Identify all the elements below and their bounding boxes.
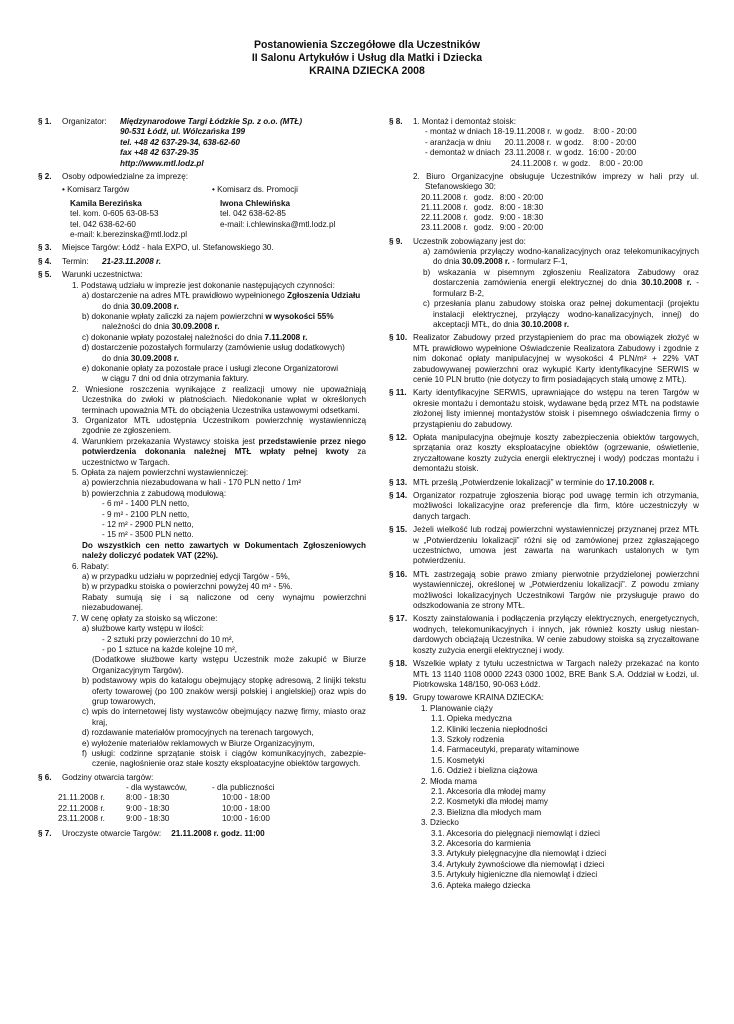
pass-item: - 2 sztuki przy powierzchni do 10 m², xyxy=(102,634,234,644)
text-bold: 30.09.2008 r. xyxy=(130,353,179,363)
text-bold: Zgłoszenia Udziału xyxy=(287,291,361,301)
product-group-item: 1.3. Szkoły rodzenia xyxy=(431,734,505,744)
price-item: - 15 m² - 3500 PLN netto. xyxy=(102,530,194,540)
condition-7b: b) podstawowy wpis do katalogu obejmujący stopkę adresową, 2 linijki tekstu oferty towarowej (po 100 znaków wersji polskiej i angielskiej) oraz wpis do grup towarowych, xyxy=(82,676,366,706)
section-17-text: Koszty zainstalowania i podłączenia przyłączy elektrycznych, energetycznych, wodnych, telekomunikacyjnych i innych, jak również koszty usług niestandardowych obciążają Uczestnika. W cenie zabudowy stoiska są zryczałtowane koszty zużycia energii elektrycznej i wody. xyxy=(413,614,699,655)
text: do dnia xyxy=(102,353,131,363)
office-cell: 23.11.2008 r. xyxy=(421,223,468,233)
section-number: § 6. xyxy=(38,772,52,782)
condition-1a xyxy=(62,291,366,301)
date-row xyxy=(62,257,366,267)
organizer-address: 90-531 Łódź, ul. Wólczańska 199 xyxy=(120,127,246,137)
section-number: § 5. xyxy=(38,270,52,280)
opening-label: Uroczyste otwarcie Targów: xyxy=(62,829,162,838)
condition-1: 1. Podstawą udziału w imprezie jest dokonanie następujących czynności: xyxy=(72,280,335,290)
product-group-item: 1.5. Kosmetyki xyxy=(431,755,485,765)
hours-cell: 21.11.2008 r. xyxy=(58,793,105,803)
condition-5: 5. Opłata za najem powierzchni wystawienniczej: xyxy=(72,468,249,477)
hours-col-public: - dla publiczności xyxy=(212,783,275,793)
price-item: - 12 m² - 2900 PLN netto, xyxy=(102,520,194,530)
contact-left-role: • Komisarz Targów xyxy=(62,185,130,195)
section-11-text: Karty identyfikacyjne SERWIS, uprawniające do wstępu na teren Targów w okresie montażu i demontażu stoisk, wydawane będą przez MTŁ na podstawie złożonej listy imiennej montażystów stoisk i pisemnego oświadczenia firmy o przystąpieniu do zabudowy. xyxy=(413,388,699,429)
hours-cell: 10:00 - 18:00 xyxy=(222,793,270,803)
section-number: § 13. xyxy=(389,477,408,487)
section-12-text: Opłata manipulacyjna obejmuje koszty zabezpieczenia obiektów targowych, sprzątania oraz koszty eksploatacyjne obiektów (ogrzewanie, oświetlenie, zryczałtowane koszty zużycia energii elektrycznej i wody) podczas montażu i demontażu stoisk. xyxy=(413,432,699,474)
product-group-item: 2.3. Bielizna dla młodych mam xyxy=(431,807,542,817)
condition-7a: a) służbowe karty wstępu w ilości: xyxy=(82,624,204,634)
assembly-row: 24.11.2008 r. w godz. 8:00 - 20:00 xyxy=(511,158,643,168)
section-2-heading: Osoby odpowiedzialne za imprezę: xyxy=(62,172,189,182)
section-1 xyxy=(38,117,366,169)
right-column xyxy=(389,117,699,894)
text-bold: 30.09.2008 r. xyxy=(171,322,220,332)
condition-7c: c) wpis do internetowej listy wystawców obejmujący nazwę firmy, miasto oraz kraj, xyxy=(82,707,366,727)
section-19 xyxy=(389,693,699,891)
section-5 xyxy=(38,270,366,770)
text: a) zamówienia przyłączy wodno-kanalizacyjnych oraz telekomunikacyjnych do dnia xyxy=(423,247,699,267)
hours-header-row xyxy=(58,783,280,793)
assembly-row: - demontaż w dniach 23.11.2008 r. w godz. 16:00 - 20:00 xyxy=(425,148,637,158)
section-number: § 16. xyxy=(389,569,408,579)
section-number: § 18. xyxy=(389,659,408,669)
text: c) przesłania planu zabudowy stoiska oraz pełnej dokumentacji (projektu instalacji elektrycznej, przyłączy wodno-kanalizacyjnych, innej) do akceptacji MTŁ, do dnia xyxy=(423,299,699,329)
text: b) wskazania w pisemnym zgłoszeniu Realizatora Zabudowy oraz dostarczenia zamówienia energii elektrycznej do dnia xyxy=(423,267,699,288)
obligation-b xyxy=(413,268,699,299)
contact-right-phone: tel. 042 638-62-85 xyxy=(220,209,286,219)
section-number: § 7. xyxy=(38,829,52,838)
section-number: § 15. xyxy=(389,525,408,535)
condition-1e: e) dokonanie opłaty za pozostałe prace i usługi zlecone Organizatorowi xyxy=(82,363,339,373)
office-cell: 9:00 - 18:30 xyxy=(499,213,544,223)
condition-1b-cont xyxy=(62,322,366,332)
section-13 xyxy=(389,478,699,488)
hours-heading: Godziny otwarcia targów: xyxy=(62,772,154,782)
product-group-item: 3.6. Apteka małego dziecka xyxy=(431,880,531,890)
hours-col-exhibitors: - dla wystawców, xyxy=(126,783,187,793)
office-cell: 9:00 - 20:00 xyxy=(499,223,544,233)
section-4 xyxy=(38,257,366,267)
text-bold: 30.10.2008 r. xyxy=(641,278,692,288)
section-15 xyxy=(389,525,699,567)
organizer-details xyxy=(120,117,302,169)
section-10-text: Realizator Zabudowy przed przystąpieniem do prac ma obowiązek złożyć w MTŁ prawidłowo wypełnione Oświadczenie Realizatora Zabudowy i zgodnie z nim dokonać opłaty manipulacyjnej w wysokości 4 PLN/m² + 22% VAT zabudowywanej powierzchni oraz wykupić Karty identyfikacyjne SERWIS w cenie 10 PLN brutto (nie dotyczy to firm posiadających stałą umowę z MTŁ). xyxy=(413,333,699,384)
condition-7d: d) rozdawanie materiałów promocyjnych na terenach targowych, xyxy=(82,728,314,738)
office-cell: godz. xyxy=(473,203,494,213)
text-bold: 30.09.2008 r. xyxy=(461,257,510,267)
product-groups-heading: Grupy towarowe KRAINA DZIECKA: xyxy=(413,693,544,703)
contacts-grid xyxy=(62,185,366,240)
hours-cell: 9:00 - 18:30 xyxy=(126,813,170,823)
assembly-row: - aranżacja w dniu 20.11.2008 r. w godz. 8:00 - 20:00 xyxy=(425,137,637,147)
product-group-item: 1.1. Opieka medyczna xyxy=(431,714,512,724)
section-18 xyxy=(389,659,699,690)
hours-cell: 9:00 - 18:30 xyxy=(126,803,170,813)
office-cell: 22.11.2008 r. xyxy=(421,213,468,223)
text-bold: przedstawienie przez niego potwierdzenia dokonania należnej MTŁ wpłaty pełnej kwoty xyxy=(82,436,366,457)
assembly-row: - montaż w dniach 18-19.11.2008 r. w godz. 8:00 - 20:00 xyxy=(425,127,637,137)
hours-row xyxy=(58,804,280,814)
section-13-text xyxy=(413,478,699,488)
section-number: § 17. xyxy=(389,614,408,624)
office-cell: 21.11.2008 r. xyxy=(421,203,468,213)
condition-1b xyxy=(62,312,366,322)
section-number: § 3. xyxy=(38,243,52,253)
title-line-3: KRAINA DZIECKA 2008 xyxy=(309,65,425,78)
product-group-label: 1. Planowanie ciąży xyxy=(421,703,493,713)
hours-cell xyxy=(58,783,126,793)
contact-left-name: Kamila Berezińska xyxy=(70,198,142,208)
condition-6a: a) w przypadku udziału w poprzedniej edycji Targów - 5%, xyxy=(82,572,291,582)
office-cell: godz. xyxy=(473,213,494,223)
text: za uczestnictwo w Targach. xyxy=(82,447,367,467)
text-bold: 30.09.2008 r. xyxy=(130,301,179,311)
condition-4 xyxy=(62,437,366,468)
contact-right-role: • Komisarz ds. Promocji xyxy=(212,185,298,195)
text-bold: 17.10.2008 r. xyxy=(606,477,655,487)
text: c) dokonanie wpłaty pozostałej należności do dnia xyxy=(82,332,265,342)
text: MTŁ prześlą „Potwierdzenie lokalizacji” w terminie do xyxy=(413,477,607,487)
section-12 xyxy=(389,433,699,475)
product-group-item: 1.2. Kliniki leczenia niepłodności xyxy=(431,724,548,734)
section-number: § 10. xyxy=(389,333,408,343)
office-row xyxy=(421,203,549,213)
text-bold: 7.11.2008 r. xyxy=(264,332,308,342)
obligations-heading: Uczestnik zobowiązany jest do: xyxy=(413,236,526,246)
section-number: § 1. xyxy=(38,117,52,126)
office-cell: 20.11.2008 r. xyxy=(421,192,468,202)
product-group-item: 3.3. Artykuły pielęgnacyjne dla niemowląt i dzieci xyxy=(431,849,607,859)
product-group-item: 3.1. Akcesoria do pielęgnacji niemowląt i dzieci xyxy=(431,828,600,838)
hours-row xyxy=(58,814,280,824)
condition-5b: b) powierzchnia z zabudową modułową: xyxy=(82,488,227,498)
text-bold: 30.10.2008 r. xyxy=(521,319,569,329)
section-17 xyxy=(389,614,699,656)
assembly-heading: 1. Montaż i demontaż stoisk: xyxy=(413,117,516,126)
office-heading: 2. Biuro Organizacyjne obsługuje Uczestników imprezy w hali przy ul. Stefanowskiego 30: xyxy=(413,172,699,192)
title-line-2: II Salonu Artykułów i Usług dla Matki i Dziecka xyxy=(251,52,483,65)
title-line-1: Postanowienia Szczegółowe dla Uczestników xyxy=(254,39,480,51)
section-number: § 11. xyxy=(389,388,407,398)
condition-5a: a) powierzchnia niezabudowana w hali - 170 PLN netto / 1m² xyxy=(82,478,302,488)
condition-7f: f) usługi: codzinne sprzątanie stoisk i ciągów komunikacyjnych, zabezpieczenie, nagłośnienie oraz stałe koszty eksploatacyjne obiektów targowych. xyxy=(82,748,366,769)
product-group-item: 1.6. Odzież i bielizna ciążowa xyxy=(431,766,538,776)
price-item: - 9 m² - 2100 PLN netto, xyxy=(102,509,190,519)
section-18-text: Wszelkie wpłaty z tytułu uczestnictwa w Targach należy przekazać na konto MTŁ 13 1140 1108 0000 2243 0300 1002, BRE Bank S.A. Oddział w Łodzi, ul. Piotrkowska 148/150, 90-063 Łódź. xyxy=(413,659,699,689)
section-15-text: Jeżeli wielkość lub rodzaj powierzchni wystawienniczej przyznanej przez MTŁ w „Potwierdzeniu lokalizacji” różni się od zamówionej przez zgłaszającego uczestnictwo, umowa jest zawarta na warunkach ustalonych w tym potwierdzeniu. xyxy=(413,525,699,566)
office-cell: godz. xyxy=(473,223,494,233)
condition-1a-cont xyxy=(62,302,366,312)
price-item: - 6 m² - 1400 PLN netto, xyxy=(102,499,190,509)
date-label: Termin: xyxy=(62,256,89,266)
contact-right-name: Iwona Chlewińska xyxy=(220,198,290,208)
hours-row xyxy=(58,793,280,803)
hours-cell: 10:00 - 16:00 xyxy=(222,813,270,823)
organizer-block xyxy=(62,117,366,169)
section-14-text: Organizator rozpatruje zgłoszenia biorąc pod uwagę termin ich otrzymania, możliwości lokalizacyjne oraz preferencje dla firm, które uczestniczyły w danych targach. xyxy=(413,491,699,521)
left-column xyxy=(38,117,366,842)
section-9 xyxy=(389,237,699,331)
section-number: § 8. xyxy=(389,117,403,126)
organizer-fax: fax +48 42 637-29-35 xyxy=(120,148,199,158)
product-group-label: 2. Młoda mama xyxy=(421,776,477,786)
text: - formularz B-2, xyxy=(433,278,700,298)
section-number: § 9. xyxy=(389,236,403,246)
condition-1e-cont: w ciągu 7 dni od dnia otrzymania faktury. xyxy=(102,374,249,384)
condition-3: 3. Organizator MTŁ udostępnia Uczestnikom powierzchnię wystawienniczą zgodnie ze zgłoszeniem. xyxy=(72,415,366,436)
contact-left-email: e-mail: k.berezinska@mtl.lodz.pl xyxy=(70,230,188,240)
discount-note: Rabaty sumują się i są naliczone od ceny wynajmu powierzchni niezabudowanej. xyxy=(82,592,366,613)
office-cell: 8:00 - 20:00 xyxy=(499,192,544,202)
section-16 xyxy=(389,570,699,612)
date-value: 21-23.11.2008 r. xyxy=(102,256,162,266)
section-number: § 12. xyxy=(389,432,408,442)
opening-value: 21.11.2008 r. godz. 11:00 xyxy=(171,829,265,838)
office-row xyxy=(421,213,549,223)
contact-left-phone: tel. 042 638-62-60 xyxy=(70,219,136,229)
section-8 xyxy=(389,117,699,234)
product-group-item: 1.4. Farmaceutyki, preparaty witaminowe xyxy=(431,745,580,755)
section-11 xyxy=(389,388,699,430)
hours-cell: 22.11.2008 r. xyxy=(58,803,105,813)
obligation-a xyxy=(413,247,699,268)
obligation-c xyxy=(413,299,699,330)
product-group-item: 3.2. Akcesoria do karmienia xyxy=(431,839,531,848)
section-number: § 4. xyxy=(38,256,52,266)
organizer-name: Międzynarodowe Targi Łódzkie Sp. z o.o. (MTŁ) xyxy=(120,117,303,126)
condition-6b: b) w przypadku stoiska o powierzchni powyżej 40 m² - 5%. xyxy=(82,582,293,592)
text: b) dokonanie wpłaty zaliczki za najem powierzchni xyxy=(82,311,266,321)
product-group-item: 2.2. Kosmetyki dla młodej mamy xyxy=(431,797,548,807)
section-2 xyxy=(38,172,366,240)
office-row xyxy=(421,223,549,233)
product-group-item: 2.1. Akcesoria dla młodej mamy xyxy=(431,786,546,796)
condition-1c xyxy=(62,333,366,343)
section-16-text: MTŁ zastrzegają sobie prawo zmiany pierwotnie przydzielonej powierzchni wystawienniczej, określonej w „Potwierdzeniu lokalizacji”. Z powodu zmiany możliwości lokalizacyjnych Uczestnikowi Targów nie przysługuje prawo do odszkodowania ze strony MTŁ. xyxy=(413,569,699,611)
text-bold: w wysokości 55% xyxy=(265,311,334,321)
product-group-label: 3. Dziecko xyxy=(421,818,459,828)
contact-right-email: e-mail: i.chlewinska@mtl.lodz.pl xyxy=(220,219,336,229)
opening-hours-table xyxy=(58,783,280,824)
product-group-item: 3.5. Artykuły higieniczne dla niemowląt i dzieci xyxy=(431,870,598,880)
text: do dnia xyxy=(102,301,131,311)
pass-item: - po 1 sztuce na każde kolejne 10 m², xyxy=(102,644,238,654)
text: a) dostarczenie na adres MTŁ prawidłowo wypełnionego xyxy=(82,291,288,301)
product-group-item: 3.4. Artykuły żywnościowe dla niemowląt i dzieci xyxy=(431,859,605,869)
office-row xyxy=(421,193,549,203)
condition-2: 2. Wniesione roszczenia wynikające z realizacji umowy nie upoważniają Uczestnika do zwłoki w płatnościach. Niedokonanie wpłat w określonych terminach upoważnia MTŁ do obciążenia Uczestnika ustawowymi odsetkami. xyxy=(72,384,366,415)
text: - formularz F-1, xyxy=(509,257,568,267)
condition-6: 6. Rabaty: xyxy=(72,561,110,571)
document-title xyxy=(29,39,704,79)
vat-note: Do wszystkich cen netto zawartych w Dokumentach Zgłoszeniowych należy doliczyć podatek VAT (22%). xyxy=(82,540,366,561)
condition-1d: d) dostarczenie pozostałych formularzy (zamówienie usług dodatkowych) xyxy=(82,343,345,353)
organizer-website: http://www.mtl.lodz.pl xyxy=(120,158,204,168)
office-cell: 8:00 - 18:30 xyxy=(499,203,544,213)
office-hours-table xyxy=(421,193,549,234)
text: 4. Warunkiem przekazania Wystawcy stoiska jest xyxy=(72,436,259,446)
section-3 xyxy=(38,243,366,253)
section-7 xyxy=(38,829,366,839)
office-cell: godz. xyxy=(473,192,494,202)
section-10 xyxy=(389,333,699,385)
pass-note: (Dodatkowe służbowe karty wstępu Uczestnik może zakupić w Biurze Organizacyjnym Targów). xyxy=(92,655,366,675)
section-number: § 14. xyxy=(389,491,408,500)
hours-cell: 23.11.2008 r. xyxy=(58,813,105,823)
opening-row xyxy=(62,829,366,839)
text: należności do dnia xyxy=(102,322,172,332)
condition-1d-cont xyxy=(62,354,366,364)
hours-cell: 8:00 - 18:30 xyxy=(126,793,170,803)
organizer-phone: tel. +48 42 637-29-34, 638-62-60 xyxy=(120,137,240,147)
section-5-heading: Warunki uczestnictwa: xyxy=(62,270,143,280)
contact-left-mobile: tel. kom. 0-605 63-08-53 xyxy=(70,209,159,219)
venue-text: Miejsce Targów: Łódź - hala EXPO, ul. Stefanowskiego 30. xyxy=(62,243,274,253)
condition-7: 7. W cenę opłaty za stoisko są wliczone: xyxy=(72,613,218,623)
hours-cell: 10:00 - 18:00 xyxy=(222,803,270,813)
section-number: § 2. xyxy=(38,172,52,182)
section-number: § 19. xyxy=(389,693,408,703)
condition-7e: e) wyłożenie materiałów reklamowych w Biurze Organizacyjnym, xyxy=(82,738,315,748)
section-14 xyxy=(389,491,699,522)
section-6 xyxy=(38,773,366,824)
organizer-label: Organizator: xyxy=(62,117,107,126)
